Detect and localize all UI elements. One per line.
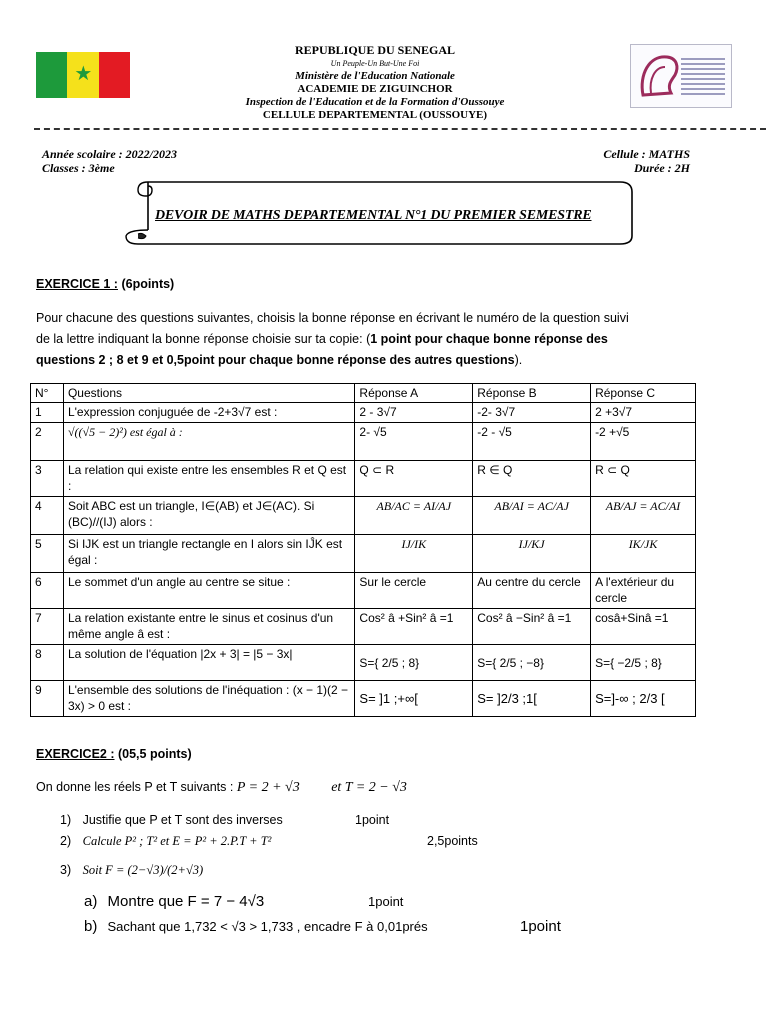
header-divider: [34, 128, 766, 130]
table-row: 9 L'ensemble des solutions de l'inéquation : (x − 1)(2 − 3x) > 0 est : S= ]1 ;+∞[ S= ]2/3 ;1[ S=]-∞ ; 2/3 [: [31, 681, 696, 717]
list-item: b) Sachant que 1,732 < √3 > 1,733 , encadre F à 0,01prés 1point: [84, 918, 561, 935]
exercise2-heading: EXERCICE2 : (05,5 points): [36, 747, 192, 761]
table-row: 1 L'expression conjuguée de -2+3√7 est : 2 - 3√7 -2- 3√7 2 +3√7: [31, 403, 696, 423]
exercise2-subquestions: [84, 891, 704, 941]
exam-title: DEVOIR DE MATHS DEPARTEMENTAL N°1 DU PREMIER SEMESTRE: [155, 208, 592, 223]
exercise2-intro: On donne les réels P et T suivants : P = 2 + √3 et T = 2 − √3: [36, 780, 407, 795]
table-row: 4 Soit ABC est un triangle, I∈(AB) et J∈(AC). Si (BC)//(IJ) alors : AB/AC = AI/AJ AB/AI = AC/AJ AB/AJ = AC/AI: [31, 497, 696, 535]
academy-logo: [630, 44, 732, 108]
table-header-row: N° Questions Réponse A Réponse B Réponse C: [31, 384, 696, 403]
list-item: a) Montre que F = 7 − 4√3 1point: [84, 893, 404, 910]
senegal-flag: [36, 52, 130, 98]
school-year: Année scolaire : 2022/2023 Classes : 3ème: [42, 147, 177, 175]
table-row: 6 Le sommet d'un angle au centre se situe : Sur le cercle Au centre du cercle A l'extérieur du cercle: [31, 573, 696, 609]
exercise2-questions: [60, 810, 700, 885]
exercise1-instructions: Pour chacune des questions suivantes, choisis la bonne réponse en écrivant le numéro de la question suivi de la lettre indiquant la bonne réponse choisie sur ta copie: (1 point pour chaque bonne réponse des questions 2 ; 8 et 9 et 0,5point pour chaque bonne réponse des autres questions).: [36, 311, 629, 367]
exercise1-heading: EXERCICE 1 : (6points): [36, 277, 175, 291]
table-row: 5 Si IJK est un triangle rectangle en I alors sin IĴK est égal : IJ/IK IJ/KJ IK/JK: [31, 535, 696, 573]
table-row: 3 La relation qui existe entre les ensembles R et Q est : Q ⊂ R R ∈ Q R ⊂ Q: [31, 461, 696, 497]
star-icon: ★: [74, 63, 93, 85]
table-row: 2 √((√5 − 2)²) est égal à : 2- √5 -2 - √5 -2 +√5: [31, 423, 696, 461]
institution-header: REPUBLIQUE DU SENEGAL Un Peuple-Un But-Une Foi Ministère de l'Education Nationale ACADEMIE DE ZIGUINCHOR Inspection de l'Education et de la Formation d'Oussouye CELLULE DEPARTEMENTAL (OUSSOUYE): [245, 43, 505, 121]
qcm-table: [30, 383, 696, 717]
list-item: 2) Calcule P² ; T² et E = P² + 2.P.T + T² 2,5points: [60, 834, 478, 848]
list-item: 3) Soit F = (2−√3)/(2+√3): [60, 863, 204, 877]
table-row: 7 La relation existante entre le sinus et cosinus d'un même angle â est : Cos² â +Sin² â =1 Cos² â −Sin² â =1 cosâ+Sinâ =1: [31, 609, 696, 645]
table-row: 8 La solution de l'équation |2x + 3| = |5 − 3x| S={ 2/5 ; 8} S={ 2/5 ; −8} S={ −2/5 ; 8}: [31, 645, 696, 681]
list-item: 1) Justifie que P et T sont des inverses 1point: [60, 813, 390, 827]
subject-info: Cellule : MATHS Durée : 2H: [603, 147, 690, 175]
